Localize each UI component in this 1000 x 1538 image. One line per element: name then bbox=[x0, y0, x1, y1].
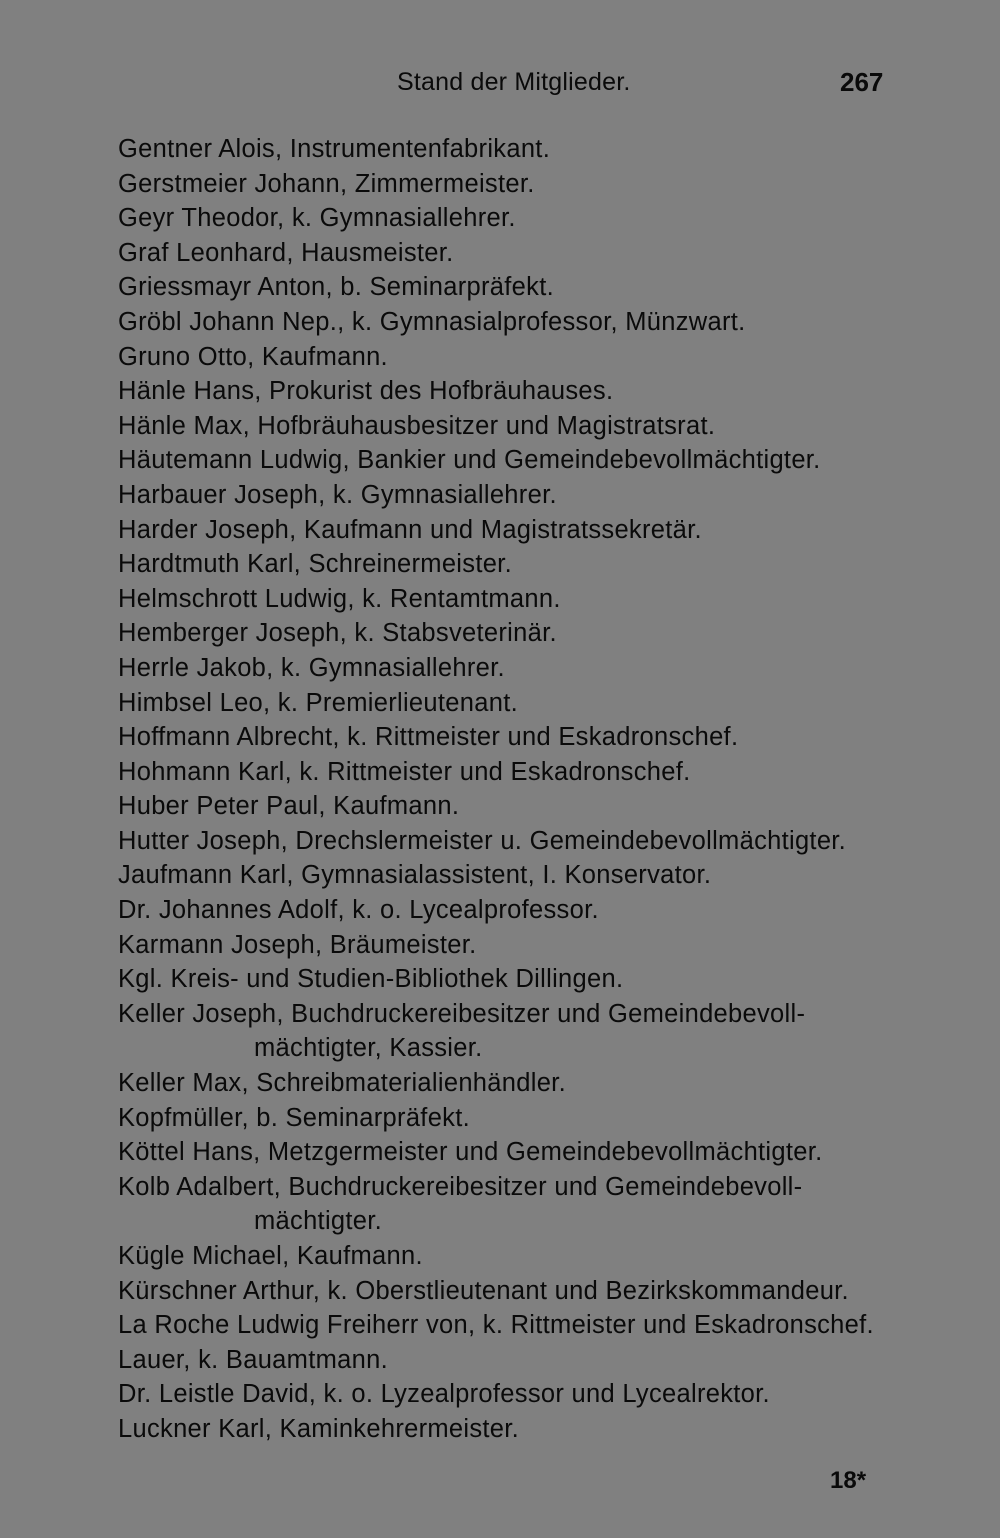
member-entry-text: Hänle Hans, Prokurist des Hofbräuhauses. bbox=[118, 377, 614, 406]
member-entry-text: Keller Max, Schreibmaterialienhändler. bbox=[118, 1069, 566, 1098]
member-entry bbox=[118, 824, 898, 859]
member-entry bbox=[118, 789, 898, 824]
member-entry bbox=[118, 1170, 898, 1239]
member-entry-text: Lauer, k. Bauamtmann. bbox=[118, 1345, 388, 1374]
member-entry-text: Köttel Hans, Metzgermeister und Gemeindebevollmächtigter. bbox=[118, 1138, 823, 1167]
member-entry-text: Jaufmann Karl, Gymnasialassistent, I. Konservator. bbox=[118, 861, 712, 890]
member-entry-text: Hoffmann Albrecht, k. Rittmeister und Eskadronschef. bbox=[118, 723, 739, 752]
member-entry-text: Kolb Adalbert, Buchdruckereibesitzer und Gemeindebevoll- bbox=[118, 1172, 803, 1201]
member-entry-continuation: mächtigter. bbox=[254, 1207, 383, 1236]
signature-mark: 18* bbox=[830, 1467, 867, 1494]
member-entry-continuation: mächtigter, Kassier. bbox=[254, 1034, 483, 1063]
member-entry-text: Kopfmüller, b. Seminarpräfekt. bbox=[118, 1103, 470, 1132]
member-entry-text: Gröbl Johann Nep., k. Gymnasialprofessor, Münzwart. bbox=[118, 307, 746, 336]
member-entry bbox=[118, 270, 898, 305]
member-entry-text: Dr. Leistle David, k. o. Lyzealprofessor und Lycealrektor. bbox=[118, 1380, 770, 1409]
member-entry-text: Geyr Theodor, k. Gymnasiallehrer. bbox=[118, 204, 516, 233]
member-entry bbox=[118, 305, 898, 340]
member-entry-text: Luckner Karl, Kaminkehrermeister. bbox=[118, 1414, 520, 1443]
member-entry-text: Harder Joseph, Kaufmann und Magistratssekretär. bbox=[118, 515, 702, 544]
member-entry bbox=[118, 1066, 898, 1101]
member-entry-text: Kügle Michael, Kaufmann. bbox=[118, 1242, 423, 1270]
member-entry-text: Himbsel Leo, k. Premierlieutenant. bbox=[118, 688, 518, 717]
member-entry bbox=[118, 686, 898, 721]
member-entry bbox=[118, 1308, 898, 1343]
member-entry-text: La Roche Ludwig Freiherr von, k. Rittmeister und Eskadronschef. bbox=[118, 1311, 874, 1340]
member-entry bbox=[118, 582, 898, 617]
member-entry bbox=[118, 1135, 898, 1170]
running-head: Stand der Mitglieder. bbox=[397, 68, 631, 96]
member-entry bbox=[118, 720, 898, 755]
member-entry-text: Kürschner Arthur, k. Oberstlieutenant und Bezirkskommandeur. bbox=[118, 1276, 849, 1305]
member-entry-text: Keller Joseph, Buchdruckereibesitzer und Gemeindebevoll- bbox=[118, 999, 806, 1028]
member-entry-text: Helmschrott Ludwig, k. Rentamtmann. bbox=[118, 584, 561, 613]
member-entry bbox=[118, 651, 898, 686]
member-entry-text: Hohmann Karl, k. Rittmeister und Eskadronschef. bbox=[118, 757, 691, 786]
member-entry bbox=[118, 167, 898, 202]
member-entry bbox=[118, 547, 898, 582]
member-list bbox=[118, 132, 898, 1447]
member-entry-text: Hardtmuth Karl, Schreinermeister. bbox=[118, 550, 512, 579]
member-entry-text: Graf Leonhard, Hausmeister. bbox=[118, 238, 454, 267]
member-entry bbox=[118, 755, 898, 790]
member-entry bbox=[118, 201, 898, 236]
member-entry bbox=[118, 236, 898, 271]
member-entry bbox=[118, 443, 898, 478]
member-entry bbox=[118, 374, 898, 409]
member-entry bbox=[118, 478, 898, 513]
member-entry bbox=[118, 513, 898, 548]
member-entry bbox=[118, 409, 898, 444]
member-entry-text: Gruno Otto, Kaufmann. bbox=[118, 342, 388, 371]
member-entry bbox=[118, 1101, 898, 1136]
member-entry bbox=[118, 928, 898, 963]
member-entry-text: Gerstmeier Johann, Zimmermeister. bbox=[118, 169, 535, 198]
member-entry-text: Karmann Joseph, Bräumeister. bbox=[118, 930, 477, 959]
member-entry bbox=[118, 962, 898, 997]
member-entry bbox=[118, 1239, 898, 1274]
member-entry bbox=[118, 1343, 898, 1378]
member-entry-text: Gentner Alois, Instrumentenfabrikant. bbox=[118, 135, 551, 163]
member-entry bbox=[118, 132, 898, 167]
member-entry-text: Harbauer Joseph, k. Gymnasiallehrer. bbox=[118, 480, 557, 509]
member-entry bbox=[118, 858, 898, 893]
member-entry-text: Hemberger Joseph, k. Stabsveterinär. bbox=[118, 619, 557, 648]
member-entry bbox=[118, 340, 898, 375]
member-entry bbox=[118, 893, 898, 928]
member-entry-text: Häutemann Ludwig, Bankier und Gemeindebevollmächtigter. bbox=[118, 446, 821, 475]
member-entry-text: Hutter Joseph, Drechslermeister u. Gemeindebevollmächtigter. bbox=[118, 826, 847, 855]
page-number: 267 bbox=[840, 67, 884, 97]
page-header bbox=[0, 62, 1000, 102]
member-entry bbox=[118, 997, 898, 1066]
member-entry bbox=[118, 616, 898, 651]
member-entry bbox=[118, 1274, 898, 1309]
member-entry-text: Griessmayr Anton, b. Seminarpräfekt. bbox=[118, 273, 554, 302]
member-entry-text: Herrle Jakob, k. Gymnasiallehrer. bbox=[118, 653, 505, 682]
member-entry-text: Huber Peter Paul, Kaufmann. bbox=[118, 792, 460, 821]
member-entry-text: Dr. Johannes Adolf, k. o. Lycealprofessor. bbox=[118, 896, 599, 925]
member-entry bbox=[118, 1377, 898, 1412]
member-entry-text: Kgl. Kreis- und Studien-Bibliothek Dillingen. bbox=[118, 965, 624, 994]
member-entry-text: Hänle Max, Hofbräuhausbesitzer und Magistratsrat. bbox=[118, 411, 716, 440]
member-entry bbox=[118, 1412, 898, 1447]
